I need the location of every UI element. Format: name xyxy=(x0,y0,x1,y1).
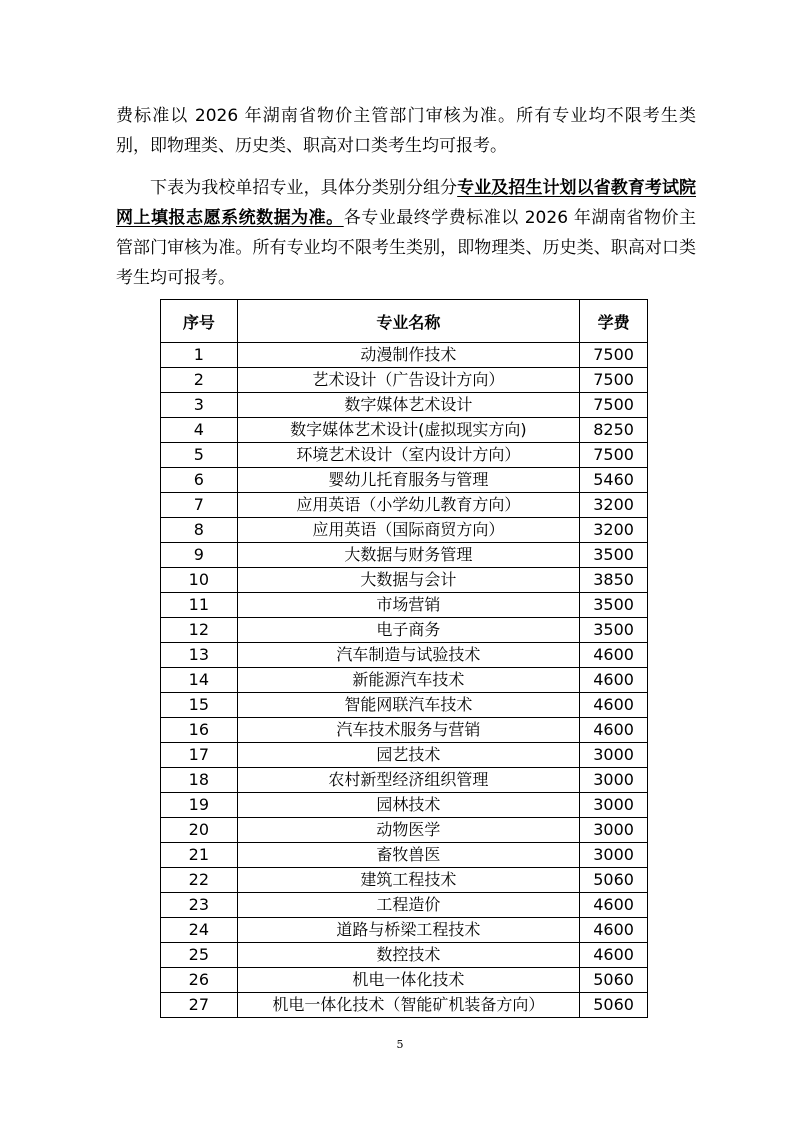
cell-tuition: 3000 xyxy=(580,843,648,868)
cell-serial-number: 1 xyxy=(161,343,238,368)
cell-major-name: 动漫制作技术 xyxy=(237,343,580,368)
table-row xyxy=(161,393,648,418)
cell-serial-number: 14 xyxy=(161,668,238,693)
cell-major-name: 数字媒体艺术设计 xyxy=(237,393,580,418)
cell-tuition: 3500 xyxy=(580,543,648,568)
table-row xyxy=(161,443,648,468)
cell-serial-number: 5 xyxy=(161,443,238,468)
cell-major-name: 道路与桥梁工程技术 xyxy=(237,918,580,943)
cell-serial-number: 9 xyxy=(161,543,238,568)
cell-serial-number: 2 xyxy=(161,368,238,393)
header-major-name: 专业名称 xyxy=(237,300,580,343)
cell-tuition: 4600 xyxy=(580,693,648,718)
cell-major-name: 婴幼儿托育服务与管理 xyxy=(237,468,580,493)
cell-tuition: 3200 xyxy=(580,518,648,543)
cell-tuition: 3500 xyxy=(580,593,648,618)
cell-major-name: 数控技术 xyxy=(237,943,580,968)
table-row xyxy=(161,668,648,693)
cell-serial-number: 3 xyxy=(161,393,238,418)
cell-tuition: 5060 xyxy=(580,868,648,893)
table-row xyxy=(161,943,648,968)
cell-tuition: 3850 xyxy=(580,568,648,593)
cell-serial-number: 22 xyxy=(161,868,238,893)
cell-major-name: 电子商务 xyxy=(237,618,580,643)
cell-serial-number: 20 xyxy=(161,818,238,843)
cell-serial-number: 10 xyxy=(161,568,238,593)
header-serial-number: 序号 xyxy=(161,300,238,343)
table-header-row xyxy=(161,300,648,343)
cell-major-name: 新能源汽车技术 xyxy=(237,668,580,693)
cell-major-name: 动物医学 xyxy=(237,818,580,843)
cell-tuition: 7500 xyxy=(580,393,648,418)
cell-serial-number: 26 xyxy=(161,968,238,993)
table-row xyxy=(161,468,648,493)
cell-major-name: 建筑工程技术 xyxy=(237,868,580,893)
cell-serial-number: 8 xyxy=(161,518,238,543)
table-row xyxy=(161,743,648,768)
cell-serial-number: 19 xyxy=(161,793,238,818)
table-row xyxy=(161,843,648,868)
table-row xyxy=(161,518,648,543)
cell-major-name: 园林技术 xyxy=(237,793,580,818)
cell-serial-number: 23 xyxy=(161,893,238,918)
cell-tuition: 5060 xyxy=(580,968,648,993)
cell-tuition: 3000 xyxy=(580,818,648,843)
intro-paragraph-2-tail: 各专业最终学费标准以 2026 年湖南省物价主管部门审核为准。所有专业均不限考生类别，即物理类、历史类、职高对口类考生均可报考。 xyxy=(116,208,697,288)
intro-paragraph-2-emphasis: 专业及招生计划以省教育考试院网上填报志愿系统数据为准。 xyxy=(116,178,697,228)
table-row xyxy=(161,618,648,643)
tuition-table xyxy=(160,299,648,1018)
cell-major-name: 机电一体化技术（智能矿机装备方向） xyxy=(237,993,580,1018)
table-row xyxy=(161,343,648,368)
cell-major-name: 艺术设计（广告设计方向） xyxy=(237,368,580,393)
cell-major-name: 应用英语（国际商贸方向） xyxy=(237,518,580,543)
cell-major-name: 大数据与财务管理 xyxy=(237,543,580,568)
cell-tuition: 4600 xyxy=(580,893,648,918)
table-row xyxy=(161,868,648,893)
cell-tuition: 7500 xyxy=(580,368,648,393)
cell-major-name: 汽车制造与试验技术 xyxy=(237,643,580,668)
table-body xyxy=(161,343,648,1018)
cell-major-name: 应用英语（小学幼儿教育方向） xyxy=(237,493,580,518)
table-row xyxy=(161,543,648,568)
table-row xyxy=(161,693,648,718)
table-row xyxy=(161,818,648,843)
cell-tuition: 7500 xyxy=(580,343,648,368)
table-row xyxy=(161,493,648,518)
cell-serial-number: 15 xyxy=(161,693,238,718)
cell-major-name: 市场营销 xyxy=(237,593,580,618)
cell-serial-number: 18 xyxy=(161,768,238,793)
cell-major-name: 大数据与会计 xyxy=(237,568,580,593)
table-row xyxy=(161,918,648,943)
cell-serial-number: 24 xyxy=(161,918,238,943)
cell-tuition: 4600 xyxy=(580,918,648,943)
cell-serial-number: 17 xyxy=(161,743,238,768)
cell-major-name: 智能网联汽车技术 xyxy=(237,693,580,718)
cell-serial-number: 7 xyxy=(161,493,238,518)
cell-major-name: 畜牧兽医 xyxy=(237,843,580,868)
cell-tuition: 3000 xyxy=(580,768,648,793)
table-row xyxy=(161,793,648,818)
cell-serial-number: 11 xyxy=(161,593,238,618)
table-row xyxy=(161,893,648,918)
cell-major-name: 园艺技术 xyxy=(237,743,580,768)
cell-major-name: 机电一体化技术 xyxy=(237,968,580,993)
cell-serial-number: 21 xyxy=(161,843,238,868)
cell-serial-number: 27 xyxy=(161,993,238,1018)
cell-tuition: 4600 xyxy=(580,718,648,743)
cell-serial-number: 12 xyxy=(161,618,238,643)
table-row xyxy=(161,968,648,993)
cell-tuition: 3000 xyxy=(580,793,648,818)
intro-paragraph-1: 费标准以 2026 年湖南省物价主管部门审核为准。所有专业均不限考生类别，即物理类、历史类、职高对口类考生均可报考。 xyxy=(116,106,696,156)
table-row xyxy=(161,593,648,618)
cell-serial-number: 4 xyxy=(161,418,238,443)
cell-major-name: 工程造价 xyxy=(237,893,580,918)
cell-major-name: 汽车技术服务与营销 xyxy=(237,718,580,743)
cell-serial-number: 25 xyxy=(161,943,238,968)
table-row xyxy=(161,418,648,443)
cell-tuition: 3000 xyxy=(580,743,648,768)
cell-tuition: 4600 xyxy=(580,943,648,968)
cell-tuition: 3200 xyxy=(580,493,648,518)
cell-major-name: 农村新型经济组织管理 xyxy=(237,768,580,793)
table-row xyxy=(161,768,648,793)
intro-paragraph-2 xyxy=(116,173,696,293)
table-row xyxy=(161,993,648,1018)
table-row xyxy=(161,568,648,593)
cell-tuition: 8250 xyxy=(580,418,648,443)
table-row xyxy=(161,718,648,743)
cell-major-name: 数字媒体艺术设计(虚拟现实方向) xyxy=(237,418,580,443)
cell-serial-number: 16 xyxy=(161,718,238,743)
header-tuition: 学费 xyxy=(580,300,648,343)
table-row xyxy=(161,643,648,668)
cell-tuition: 4600 xyxy=(580,643,648,668)
cell-tuition: 3500 xyxy=(580,618,648,643)
table-row xyxy=(161,368,648,393)
cell-major-name: 环境艺术设计（室内设计方向） xyxy=(237,443,580,468)
intro-paragraph-2-lead: 下表为我校单招专业，具体分类别分组分 xyxy=(150,178,458,198)
cell-tuition: 5460 xyxy=(580,468,648,493)
cell-serial-number: 6 xyxy=(161,468,238,493)
cell-tuition: 7500 xyxy=(580,443,648,468)
cell-serial-number: 13 xyxy=(161,643,238,668)
cell-tuition: 4600 xyxy=(580,668,648,693)
page-number: 5 xyxy=(396,1038,404,1051)
cell-tuition: 5060 xyxy=(580,993,648,1018)
